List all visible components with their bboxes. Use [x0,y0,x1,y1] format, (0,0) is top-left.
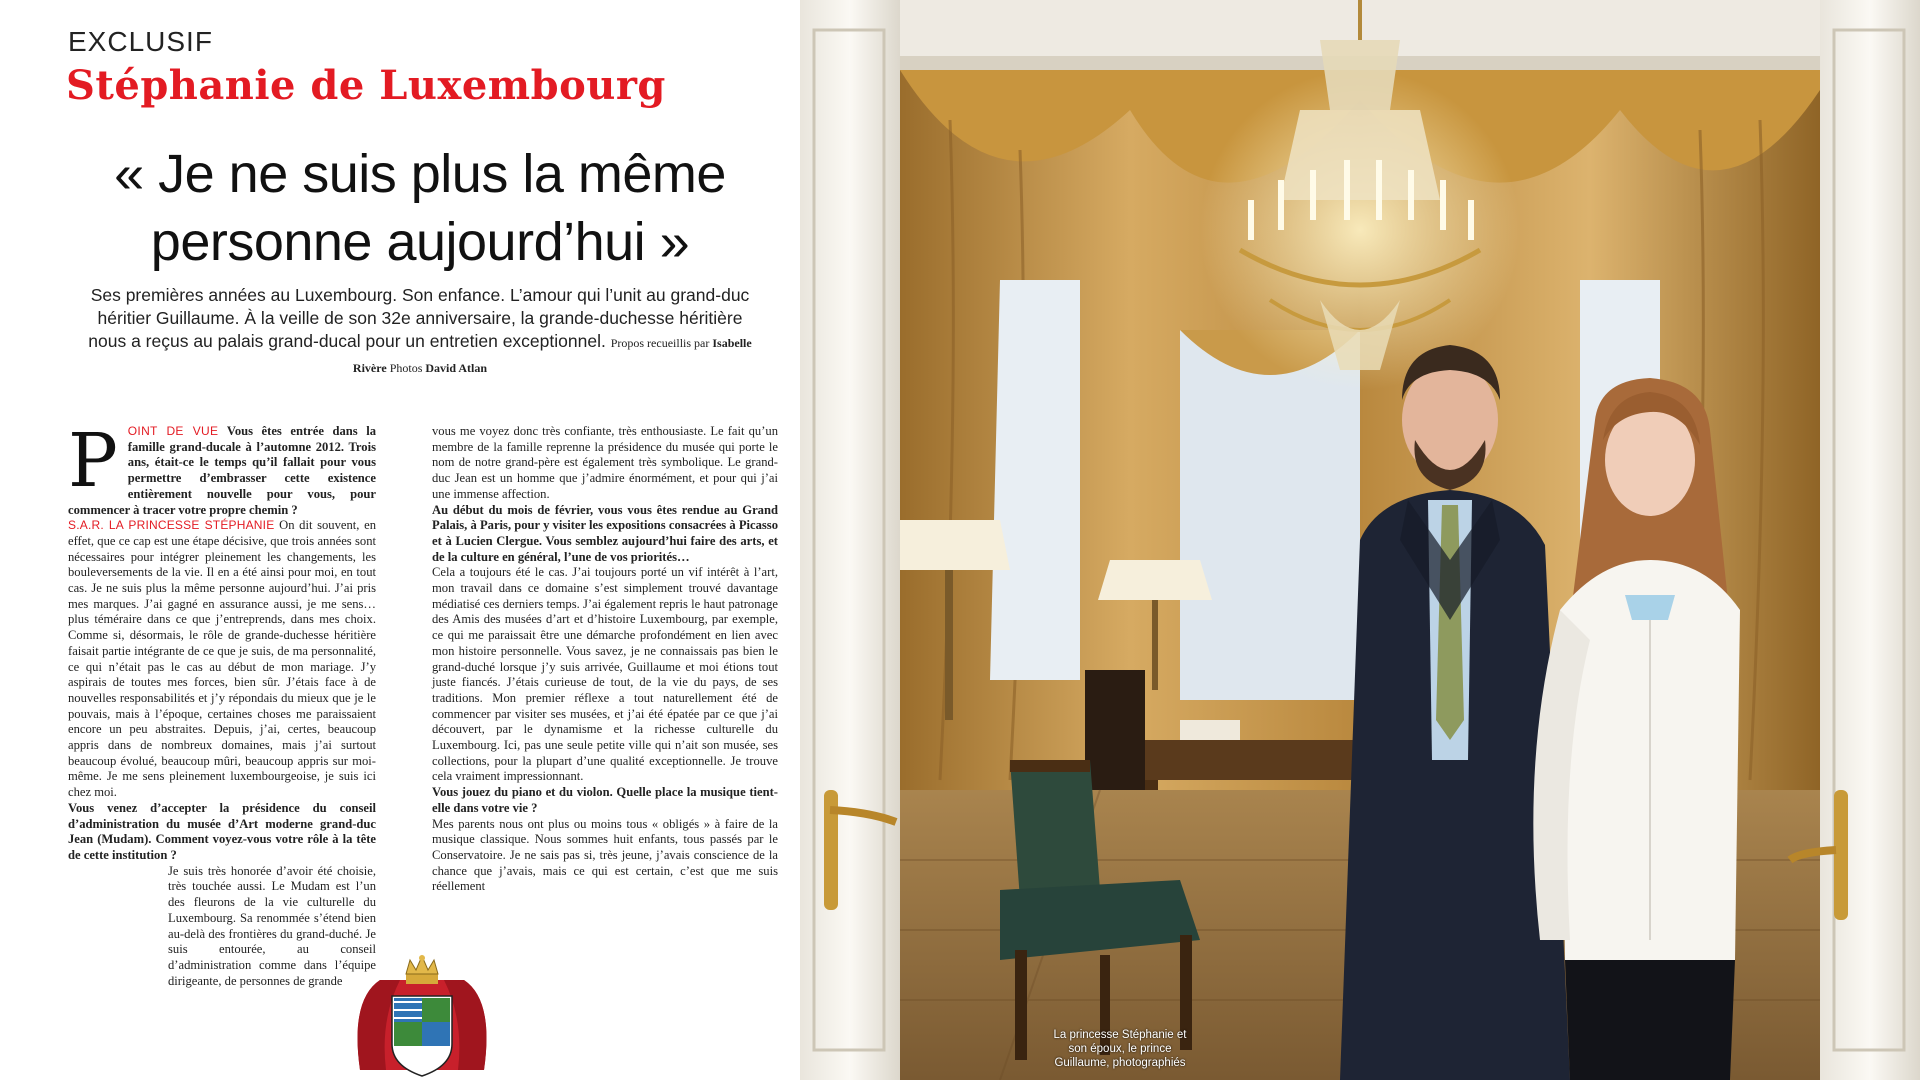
answer-3: Cela a toujours été le cas. J’ai toujours porté un vif intérêt à l’art, mon travail dans ce domaine s’est simplement trouvé davantage médiatisé ces derniers temps. J’ai également repris le haut patronage des Amis des musées d’art et d’histoire Luxembourg, par exemple, ce qui me paraissait être une démarche profondément en lien avec mon histoire personnelle. Vous savez, je ne connaissais pas bien le grand-duché lorsque j’y suis arrivée, Guillaume et moi étions tout juste fiancés. J’étais curieuse de tout, de la vie du pays, de ses traditions. Mon premier réflexe a tout naturellement été de commencer par visiter ses musées, et j’ai été épatée par ce que j’ai découvert, par le dynamisme et la richesse culturelle du Luxembourg. Ici, pas une seule petite ville qui n’ait son musée, ses collections, pour la plupart d’une qualité exceptionnelle. Je trouve cela vraiment impressionnant. [432,565,778,784]
pull-quote-title [40,140,800,276]
coat-of-arms-icon [340,940,504,1080]
credits-photo-prefix: Photos [389,361,423,375]
photo-caption: La princesse Stéphanie et son époux, le prince Guillaume, photographiés [1053,1029,1187,1069]
question-1: Vous êtes entrée dans la famille grand-ducale à l’automne 2012. Trois ans, était-ce le temps qu’il fallait pour vous permettre d’embrasser cette existence entièrement nouvelle pour vous, pour commencer à tracer votre propre chemin ? [68,424,376,517]
credits-photographer: David Atlan [425,361,488,375]
kicker: EXCLUSIF [68,26,213,57]
standfirst-text: Ses premières années au Luxembourg. Son enfance. L’amour qui l’unit au grand-duc héritier Guillaume. À la veille de son 32e anniversaire, la grande-duchesse héritière nous a reçus au palais grand-ducal pour un entretien exceptionnel. [88,285,750,351]
answer-1: On dit souvent, en effet, que ce cap est une étape décisive, que trois années sont nécessaires pour intégrer pleinement les changements, les bouleversements de la vie. Il en a été ainsi pour moi, en tout cas. Je ne suis plus la même personne aujourd’hui. J’ai pris mes marques. J’ai gagné en assurance aussi, je me sens… plus téméraire dans ce que j’entreprends, dans mes choix. Comme si, désormais, le rôle de grande-duchesse héritière faisait partie intégrante de ce que je suis, de ma personnalité, ce qui n’était pas le cas au début de mon mariage. J’y aspirais de toutes mes forces, bien sûr. J’étais face à de nouvelles responsabilités et j’y répondais du mieux que je le pouvais, mais à l’époque, certaines choses me paraissaient encore un peu abstraites. Depuis, j’ai, certes, beaucoup appris dans de nombreux domaines, mais j’ai surtout beaucoup évolué, beaucoup mûri, beaucoup appris sur moi-même. Je me sens pleinement luxembourgeoise, je suis ici chez moi. [68,518,376,800]
answer-1-continued: vous me voyez donc très confiante, très enthousiaste. Le fait qu’un membre de la famille reprenne la présidence du musée qui porte le nom de notre grand-père est également très symbolique. Le grand-duc Jean est un homme que j’admire énormément, et pour qui j’ai une immense affection. [432,424,778,501]
credits-prefix: Propos recueillis par [610,336,710,350]
speaker-label: S.A.R. LA PRINCESSE STÉPHANIE [68,518,275,533]
headline: Stéphanie de Luxembourg [66,62,666,109]
answer-2: Je suis très honorée d’avoir été choisie, très touchée aussi. Le Mudam est l’un des fleurons de la vie culturelle du Luxembourg. Sa renommée s’étend bien au-delà des frontières du grand-duché. Je suis entourée, au conseil d’administration comme dans l’équipe dirigeante, de personnes de grande [168,863,376,988]
answer-4: Mes parents nous ont plus ou moins tous « obligés » à faire de la musique classique. Nous sommes huit enfants, tous passés par le Conservatoire. Je ne sais pas si, très jeune, j’avais conscience de la chance que j’avais, mais ce qui est certain, c’est que me suis réellement [432,816,778,894]
palace-photo [800,0,1920,1080]
question-4: Vous jouez du piano et du violon. Quelle place la musique tient-elle dans votre vie ? [432,785,778,815]
standfirst [80,284,760,380]
quote-line-1: « Je ne suis plus la même [114,144,726,204]
photo-page [800,0,1920,1080]
dropcap: P [68,418,118,504]
question-2: Vous venez d’accepter la présidence du conseil d’administration du musée d’Art moderne grand-duc Jean (Mudam). Comment voyez-vous votre rôle à la tête de cette institution ? [68,800,376,862]
rubric: OINT DE VUE [127,424,219,438]
text-column-2 [432,424,778,895]
question-3: Au début du mois de février, vous vous êtes rendue au Grand Palais, à Paris, pour y visiter les expositions consacrées à Picasso et à Lucien Clergue. Vous semblez aujourd’hui faire des arts, et de la culture en général, l’une de vos priorités… [432,502,778,564]
quote-line-2: personne aujourd’hui » [150,212,690,272]
article-page [0,0,800,1080]
credits-author: Isabelle Rivère [352,336,752,375]
text-column-1 [68,418,376,989]
